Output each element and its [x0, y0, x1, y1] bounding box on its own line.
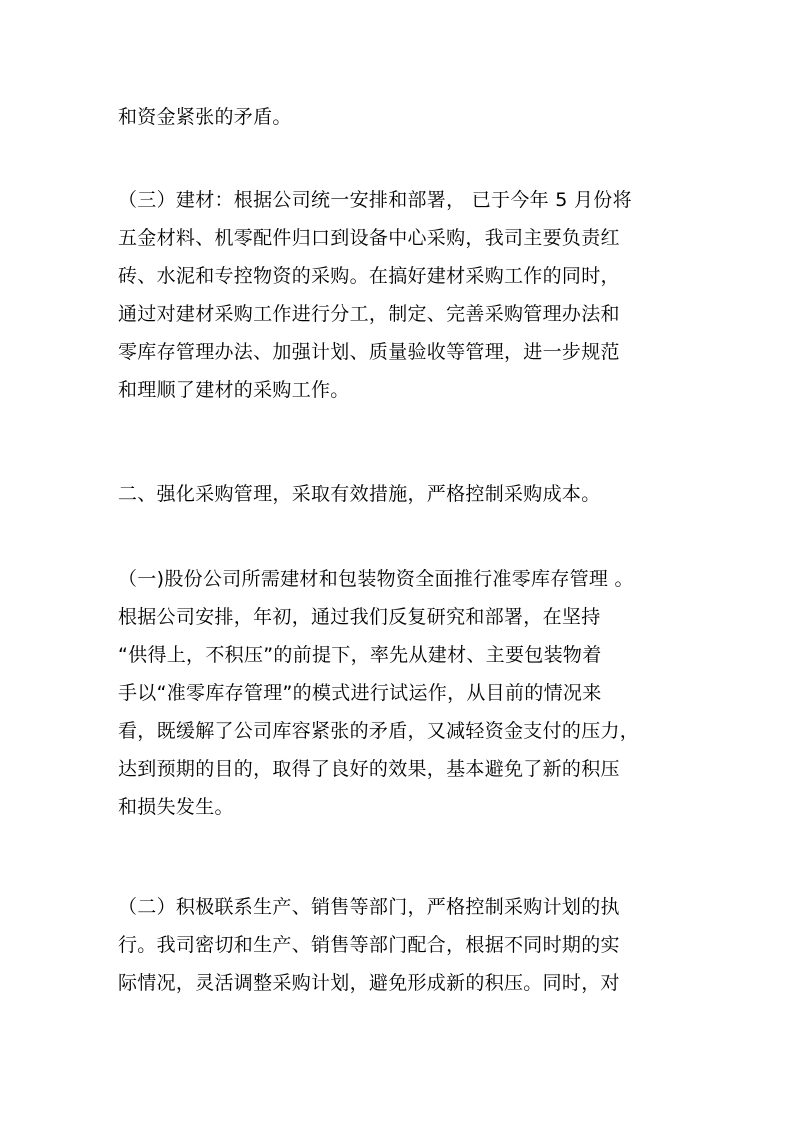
text-line: 际情况，灵活调整采购计划，避免形成新的积压。同时，对: [118, 972, 620, 994]
text-line: 行。我司密切和生产、销售等部门配合，根据不同时期的实: [118, 934, 620, 956]
text-line: 看，既缓解了公司库容紧张的矛盾，又减轻资金支付的压力，: [118, 720, 640, 742]
text-line: 通过对建材采购工作进行分工，制定、完善采购管理办法和: [118, 303, 620, 325]
text-line: 零库存管理办法、加强计划、质量验收等管理，进一步规范: [118, 341, 620, 363]
section-heading: 二、强化采购管理，采取有效措施，严格控制采购成本。: [118, 483, 601, 505]
text-line: 和损失发生。: [118, 796, 234, 818]
text-line: 达到预期的目的，取得了良好的效果，基本避免了新的积压: [118, 758, 620, 780]
text-line: （二）积极联系生产、销售等部门，严格控制采购计划的执: [118, 896, 620, 918]
text-line: （一)股份公司所需建材和包装物资全面推行准零库存管理 。: [118, 568, 634, 590]
text-line: 五金材料、机零配件归口到设备中心采购，我司主要负责红: [118, 227, 620, 249]
text-line: “供得上，不积压”的前提下，率先从建材、主要包装物着: [118, 644, 602, 666]
text-line: 砖、水泥和专控物资的采购。在搞好建材采购工作的同时，: [118, 265, 620, 287]
text-line: 和资金紧张的矛盾。: [118, 106, 292, 128]
text-line: 手以“准零库存管理”的模式进行试运作，从目前的情况来: [118, 682, 602, 704]
text-line: 根据公司安排，年初，通过我们反复研究和部署，在坚持: [118, 606, 601, 628]
text-line: 和理顺了建材的采购工作。: [118, 379, 350, 401]
text-line: （三）建材：根据公司统一安排和部署， 已于今年 5 月份将: [118, 189, 632, 211]
